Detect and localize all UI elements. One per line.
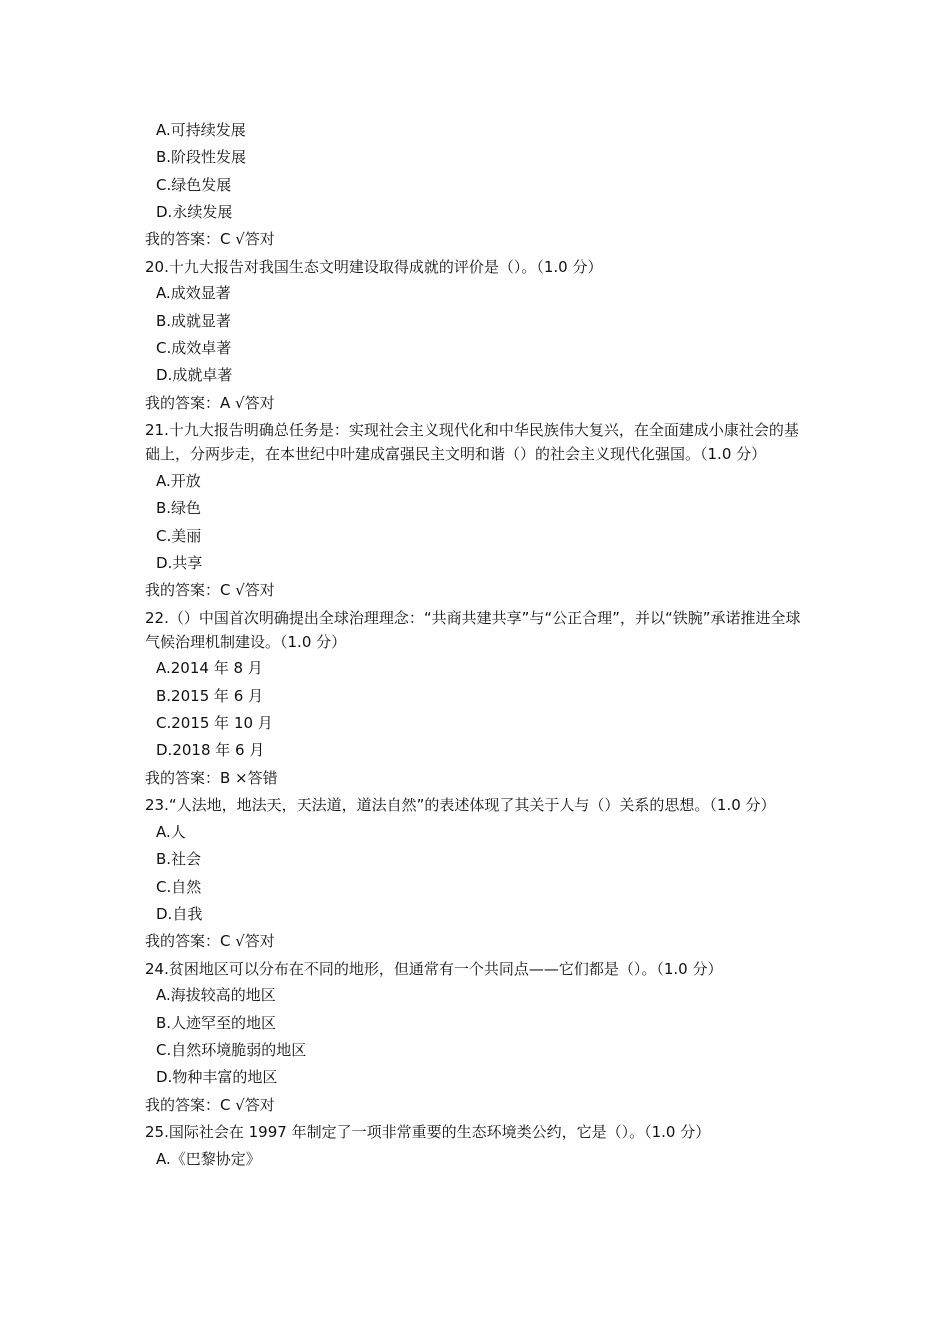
question-block-22 bbox=[145, 606, 810, 792]
option: D.共享 bbox=[156, 553, 203, 572]
option: C.绿色发展 bbox=[156, 175, 232, 194]
option: C.成效卓著 bbox=[156, 339, 232, 358]
question-block-25 bbox=[145, 1120, 810, 1173]
question-text: 21.十九大报告明确总任务是：实现社会主义现代化和中华民族伟大复兴，在全面建成小康社会的基础上，分两步走，在本世纪中叶建成富强民主文明和谐（）的社会主义现代化强国。（1.0 分） bbox=[145, 421, 799, 464]
my-answer: 我的答案：A √答对 bbox=[145, 393, 275, 412]
option: B.绿色 bbox=[156, 499, 202, 518]
option: A.海拔较高的地区 bbox=[156, 986, 276, 1005]
question-block-24 bbox=[145, 957, 810, 1119]
option: B.人迹罕至的地区 bbox=[156, 1013, 277, 1032]
option: C.美丽 bbox=[156, 526, 202, 545]
option: D.物种丰富的地区 bbox=[156, 1068, 278, 1087]
my-answer: 我的答案：C √答对 bbox=[145, 581, 275, 600]
question-block-21 bbox=[145, 418, 810, 604]
option: B.成就显著 bbox=[156, 311, 232, 330]
question-text: 24.贫困地区可以分布在不同的地形，但通常有一个共同点——它们都是（）。（1.0 分） bbox=[145, 959, 723, 978]
option: A.可持续发展 bbox=[156, 121, 246, 139]
question-text: 23.“人法地，地法天，天法道，道法自然”的表述体现了其关于人与（）关系的思想。（1.0 分） bbox=[145, 796, 776, 815]
question-text: 20.十九大报告对我国生态文明建设取得成就的评价是（）。（1.0 分） bbox=[145, 257, 603, 276]
question-block-20 bbox=[145, 255, 810, 417]
question-block-23 bbox=[145, 793, 810, 955]
option: A.人 bbox=[156, 822, 186, 841]
option: C.自然 bbox=[156, 877, 202, 896]
option: C.自然环境脆弱的地区 bbox=[156, 1041, 307, 1060]
option: A.开放 bbox=[156, 471, 201, 490]
option: A.成效显著 bbox=[156, 284, 231, 303]
my-answer: 我的答案：C √答对 bbox=[145, 1095, 275, 1114]
my-answer: 我的答案：B ×答错 bbox=[145, 768, 278, 787]
question-text: 22.（）中国首次明确提出全球治理理念：“共商共建共享”与“公正合理”，并以“铁腕”承诺推进全球气候治理机制建设。（1.0 分） bbox=[145, 608, 801, 651]
my-answer: 我的答案：C √答对 bbox=[145, 932, 275, 951]
option: D.永续发展 bbox=[156, 202, 233, 221]
option: D.2018 年 6 月 bbox=[156, 741, 265, 760]
question-block-19 bbox=[145, 117, 810, 253]
option: D.成就卓著 bbox=[156, 366, 233, 385]
option: B.阶段性发展 bbox=[156, 148, 247, 167]
my-answer: 我的答案：C √答对 bbox=[145, 230, 275, 249]
option: A.《巴黎协定》 bbox=[156, 1149, 261, 1168]
option: B.2015 年 6 月 bbox=[156, 686, 264, 705]
option: B.社会 bbox=[156, 850, 202, 869]
option: A.2014 年 8 月 bbox=[156, 659, 263, 678]
option: D.自我 bbox=[156, 904, 203, 923]
quiz-content bbox=[145, 117, 810, 1173]
question-text: 25.国际社会在 1997 年制定了一项非常重要的生态环境类公约，它是（）。（1.0 分） bbox=[145, 1123, 711, 1142]
option: C.2015 年 10 月 bbox=[156, 714, 273, 733]
